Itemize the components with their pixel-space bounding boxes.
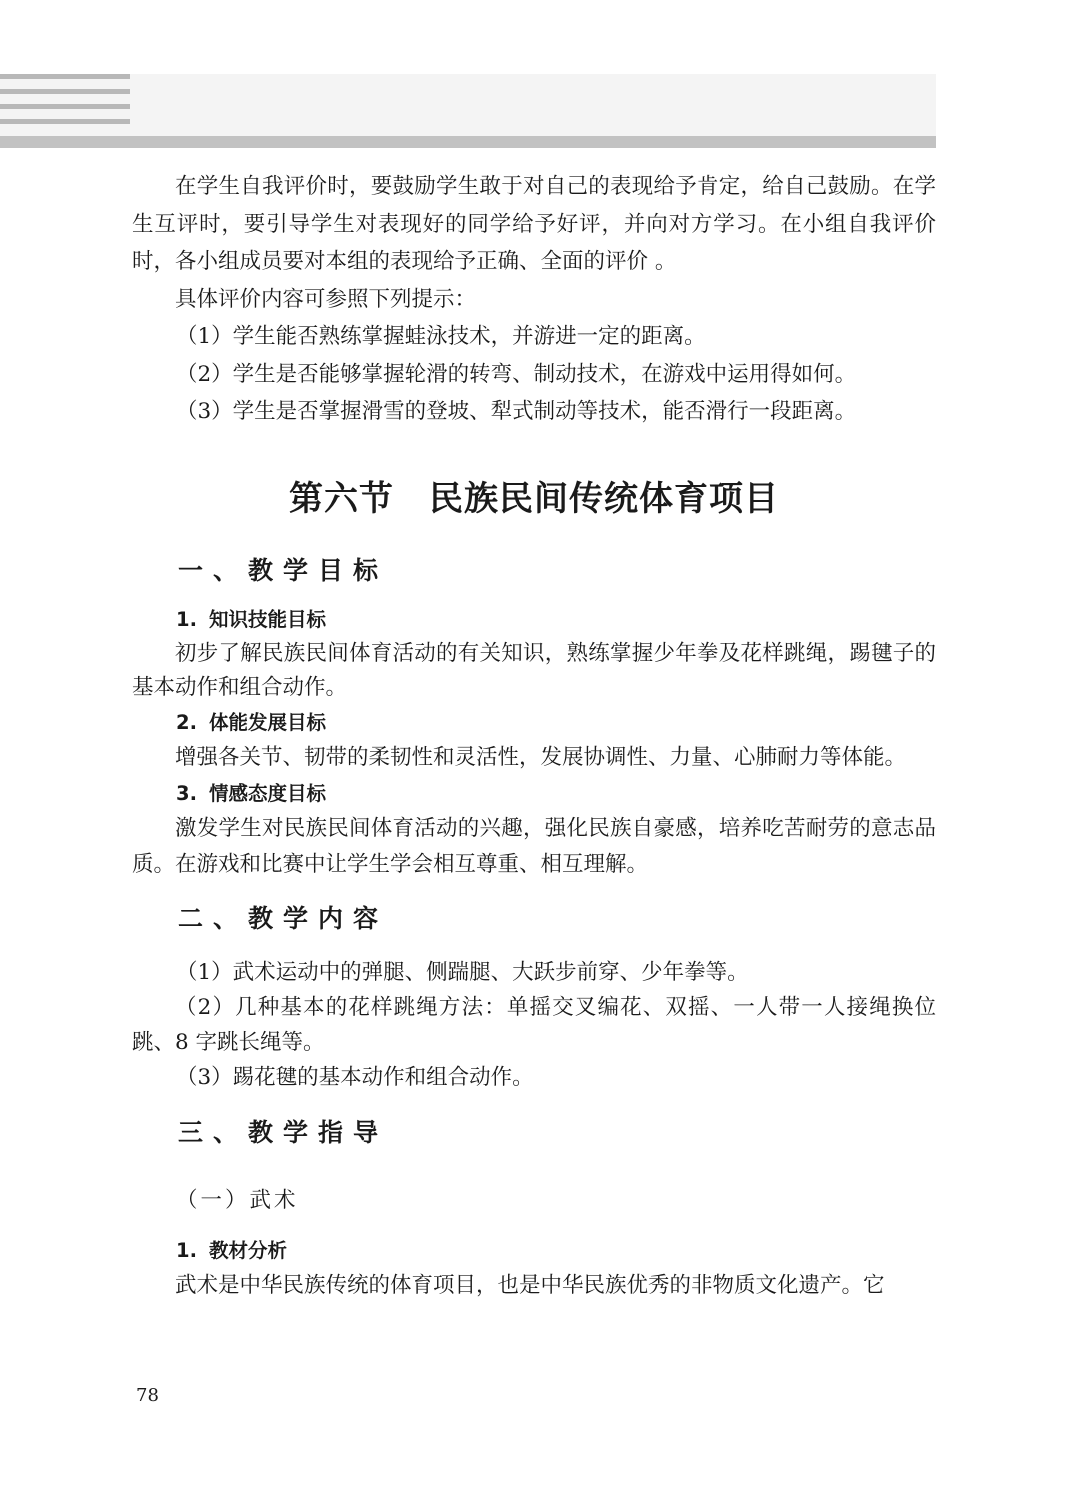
goals-sub3-number: 3. [176, 781, 197, 805]
content-item-1: （1）武术运动中的弹腿、侧踹腿、大跃步前穿、少年拳等。 [176, 959, 749, 985]
evaluation-item-2: （2）学生是否能够掌握轮滑的转弯、制动技术，在游戏中运用得如何。 [176, 361, 857, 387]
content-item-3: （3）踢花毽的基本动作和组合动作。 [176, 1064, 534, 1090]
goals-sub1-text: 初步了解民族民间体育活动的有关知识，熟练掌握少年拳及花样跳绳，踢毽子的基本动作和组合动作。 [132, 640, 936, 700]
goals-sub3-heading [132, 776, 936, 811]
page-number: 78 [136, 1385, 159, 1406]
guidance-sub1-title: 教材分析 [208, 1238, 287, 1262]
goals-sub2-title: 体能发展目标 [208, 710, 326, 734]
content-item-2: （2）几种基本的花样跳绳方法：单摇交叉编花、双摇、一人带一人接绳换位跳、8 字跳长绳等。 [132, 994, 936, 1055]
evaluation-item-1: （1）学生能否熟练掌握蛙泳技术，并游进一定的距离。 [176, 324, 706, 349]
evaluation-item-3: （3）学生是否掌握滑雪的登坡、犁式制动等技术，能否滑行一段距离。 [176, 399, 857, 424]
content-list [132, 955, 936, 1095]
goals-sub1-number: 1. [176, 607, 197, 631]
page-content [132, 168, 936, 1304]
header-rule [0, 136, 936, 148]
guidance-sub1-text: 武术是中华民族传统的体育项目，也是中华民族优秀的非物质文化遗产。它 [175, 1272, 885, 1298]
section-title: 第六节 民族民间传统体育项目 [289, 478, 779, 519]
evaluation-intro: 具体评价内容可参照下列提示： [175, 286, 477, 312]
header-band [0, 74, 936, 136]
goals-sub2-heading [132, 705, 936, 740]
evaluation-paragraph: 在学生自我评价时，要鼓励学生敢于对自己的表现给予肯定，给自己鼓励。在学生互评时，要引导学生对表现好的同学给予好评，并向对方学习。在小组自我评价时，各小组成员要对本组的表现给予正确、全面的评价 。 [132, 174, 936, 274]
goals-heading: 一、教学目标 [178, 555, 389, 585]
goals-sub1-heading [132, 602, 936, 637]
guidance-subheading: （一）武术 [176, 1187, 299, 1213]
goals-sub2-number: 2. [176, 710, 197, 734]
goals-sub1-title: 知识技能目标 [208, 607, 326, 631]
goals-sub3-text: 激发学生对民族民间体育活动的兴趣，强化民族自豪感，培养吃苦耐劳的意志品质。在游戏和比赛中让学生学会相互尊重、相互理解。 [132, 815, 936, 877]
goals-sub3-title: 情感态度目标 [208, 781, 326, 805]
content-heading: 二、教学内容 [178, 903, 389, 933]
guidance-sub1-number: 1. [176, 1238, 197, 1262]
guidance-sub1-heading [132, 1233, 936, 1268]
goals-sub2-text: 增强各关节、韧带的柔韧性和灵活性，发展协调性、力量、心肺耐力等体能。 [175, 744, 907, 770]
guidance-heading: 三、教学指导 [178, 1117, 389, 1147]
header-stripes [0, 74, 130, 134]
